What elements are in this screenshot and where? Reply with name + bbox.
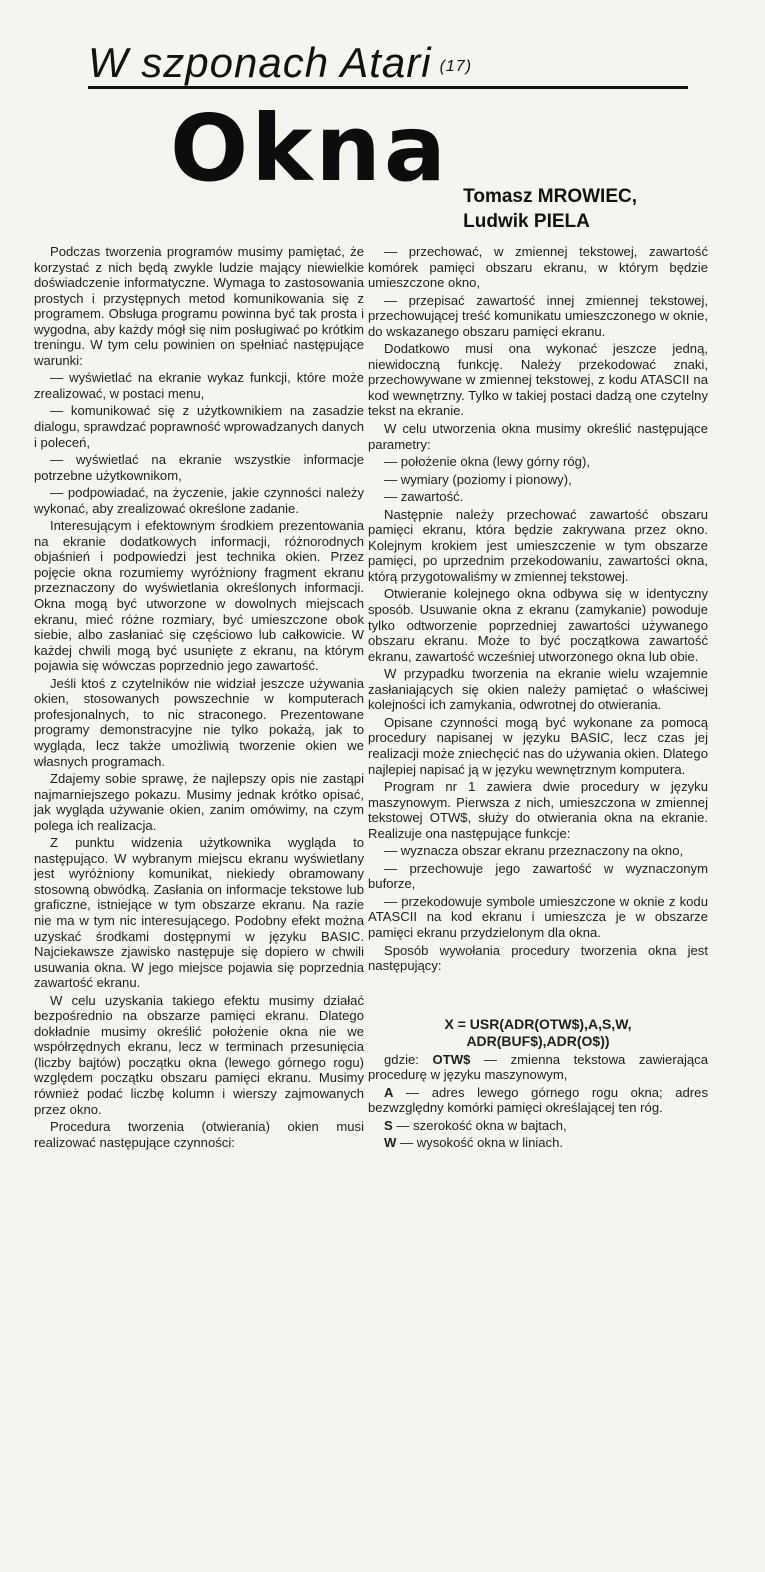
list-item: — wyznacza obszar ekranu przeznaczony na okno, [384, 843, 684, 859]
w-text: — wysokość okna w liniach. [396, 1135, 564, 1151]
list-item: — podpowiadać, na życzenie, jakie czynności należy wykonać, aby zrealizować określone zadanie. [34, 485, 364, 516]
paragraph: Zdajemy sobie sprawę, że najlepszy opis nie zastąpi najmarniejszego pokazu. Musimy jednak krótko opisać, jak wygląda używanie okien, zanim omówimy, na czym polega ich realizacja. [34, 771, 364, 833]
article-title: Okna [170, 95, 449, 202]
paragraph: W celu uzyskania takiego efektu musimy działać bezpośrednio na obszarze pamięci ekranu. Dlatego dokładnie musimy określić położenie okna nie we współrzędnych ekranu, lecz w terminach przesunięcia (liczby bajtów) początku okna (lewego górnego rogu) względem początku obszaru pamięci ekranu. Musimy również podać liczbę kolumn i wierszy zajmowanych przez okno. [34, 992, 364, 1117]
list-item: — położenie okna (lewy górny róg), [384, 454, 590, 470]
s-key: S [384, 1117, 393, 1133]
otw-key: OTW$ [432, 1051, 471, 1067]
definition-a [368, 1085, 708, 1116]
series-title [88, 40, 688, 89]
definition-w [368, 1135, 708, 1151]
list-item: — przechowuje jego zawartość w wyznaczonym buforze, [368, 860, 708, 892]
series-name: W szponach Atari [88, 39, 432, 86]
authors [463, 184, 637, 234]
paragraph: Sposób wywołania procedury tworzenia okna jest następujący: [368, 942, 708, 974]
w-key: W [384, 1135, 397, 1151]
series-number: (17) [439, 58, 473, 75]
list-item: — wymiary (poziomy i pionowy), [384, 471, 572, 487]
paragraph: Z punktu widzenia użytkownika wygląda to następująco. W wybranym miejscu ekranu wyświetlany jest wyróżniony komunikat, niekiedy obramowany stosowną obwódką. Zasłania on informacje tekstowe lub graficzne, istniejące w tym obszarze ekranu. Na razie nie ma w tym nic interesującego. Podobny efekt można uzyskać środkami dostępnymi w języku BASIC. Najciekawsze zjawisko następuje się dopiero w chwili usuwania okna. W jego miejsce pojawia się poprzednia zawartość ekranu. [34, 835, 364, 991]
formula-line-2: ADR(BUF$),ADR(O$)) [466, 1032, 610, 1049]
gdzie-label: gdzie: [384, 1051, 419, 1067]
a-key: A [384, 1084, 394, 1100]
definition-s [368, 1118, 708, 1134]
definition-otw [368, 1052, 708, 1083]
otw-text: — zmienna tekstowa zawierająca procedurę w języku maszynowym, [368, 1051, 709, 1083]
paragraph: Procedura tworzenia (otwierania) okien musi realizować następujące czynności: [34, 1119, 364, 1150]
usr-formula [368, 1016, 708, 1050]
paragraph: Otwieranie kolejnego okna odbywa się w identyczny sposób. Usuwanie okna z ekranu (zamykanie) powoduje tylko odtworzenie poprzedniej zawartości używanego obszaru ekranu. Może to być początkowa zawartość ekranu, zawartość wcześniej utworzonego okna lub obie. [368, 586, 708, 664]
paragraph: W przypadku tworzenia na ekranie wielu wzajemnie zasłaniających się okien należy pamiętać o właściwej kolejności ich zamykania, odwrotnej do otwierania. [368, 666, 708, 713]
paragraph: Podczas tworzenia programów musimy pamiętać, że korzystać z nich będą zwykle ludzie mający niewielkie doświadczenie informatyczne. Wymaga to zastosowania prostych i przystępnych metod komunikowania się z programem. Obsługa programu powinna być tak prosta i wygodna, aby każdy mógł się nim posługiwać po krótkim treningu. W tym celu powinien on spełniać następujące warunki: [34, 244, 364, 368]
paragraph: Program nr 1 zawiera dwie procedury w języku maszynowym. Pierwsza z nich, umieszczona w zmiennej tekstowej OTW$, służy do otwierania okna na ekranie. Realizuje ona następujące funkcje: [368, 779, 708, 841]
list-item: — zawartość. [384, 489, 464, 505]
left-column [34, 244, 364, 1152]
author-1: Tomasz MROWIEC, [463, 186, 637, 207]
list-item: — komunikować się z użytkownikiem na zasadzie dialogu, sprawdzać poprawność wprowadzanych danych i poleceń, [34, 403, 364, 450]
author-2: Ludwik PIELA [463, 211, 590, 232]
paragraph: Następnie należy przechować zawartość obszaru pamięci ekranu, która będzie zakrywana przez okno. Kolejnym krokiem jest umieszczenie w tym obszarze pamięci, po uprzednim przekodowaniu, zawartości okna, którą przygotowaliśmy w zmiennej tekstowej. [368, 506, 708, 584]
s-text: — szerokość okna w bajtach, [392, 1117, 567, 1133]
list-item: — przechować, w zmiennej tekstowej, zawartość komórek pamięci obszaru ekranu, w którym będzie umieszczone okno, [368, 244, 708, 291]
paragraph: Jeśli ktoś z czytelników nie widział jeszcze używania okien, stosowanych powszechnie w komputerach profesjonalnych, to nic straconego. Prezentowane programy demonstracyjne nie tylko pokażą, jak to wygląda, lecz także umożliwią tworzenie okien we własnych programach. [34, 675, 364, 769]
paragraph: Opisane czynności mogą być wykonane za pomocą procedury napisanej w języku BASIC, lecz czas jej realizacji może zniechęcić nas do używania okien. Dlatego najlepiej napisać ją w języku wewnętrznym komputera. [368, 714, 708, 777]
list-item: — przepisać zawartość innej zmiennej tekstowej, przechowującej treść komunikatu umieszczonego w oknie, do wskazanego obszaru pamięci ekranu. [368, 292, 708, 339]
list-item: — wyświetlać na ekranie wykaz funkcji, które może zrealizować, w postaci menu, [34, 370, 364, 401]
formula-line-1: X = USR(ADR(OTW$),A,S,W, [444, 1015, 632, 1032]
paragraph: Interesującym i efektownym środkiem prezentowania na ekranie dodatkowych informacji, różnorodnych objaśnień i podpowiedzi jest technika okien. Przez pojęcie okna rozumiemy wyróżniony fragment ekranu przeznaczony do wyświetlania określonych informacji. Okna mogą być utworzone w dowolnych miejscach ekranu, mieć różne rozmiary, być umieszczone obok siebie, albo zasłaniać się częściowo lub całkowicie. W każdej chwili mogą być usunięte z ekranu, na którym pojawia się wówczas poprzednio jego zawartość. [34, 518, 364, 674]
list-item: — wyświetlać na ekranie wszystkie informacje potrzebne użytkownikom, [34, 452, 364, 483]
right-column [368, 244, 708, 1153]
paragraph: Dodatkowo musi ona wykonać jeszcze jedną, niewidoczną funkcję. Należy przekodować znaki, przechowywane w zmiennej tekstowej, z kodu ATASCII na kod wewnętrzny. Tylko w takiej postaci dadzą one czytelny tekst na ekranie. [368, 341, 708, 419]
a-text: — adres lewego górnego rogu okna; adres bezwzględny komórki pamięci określającej ten róg. [368, 1084, 708, 1116]
list-item: — przekodowuje symbole umieszczone w oknie z kodu ATASCII na kod ekranu i umieszcza je w obszarze pamięci ekranu przydzielonym dla okna. [368, 893, 708, 940]
paragraph: W celu utworzenia okna musimy określić następujące parametry: [368, 421, 708, 452]
